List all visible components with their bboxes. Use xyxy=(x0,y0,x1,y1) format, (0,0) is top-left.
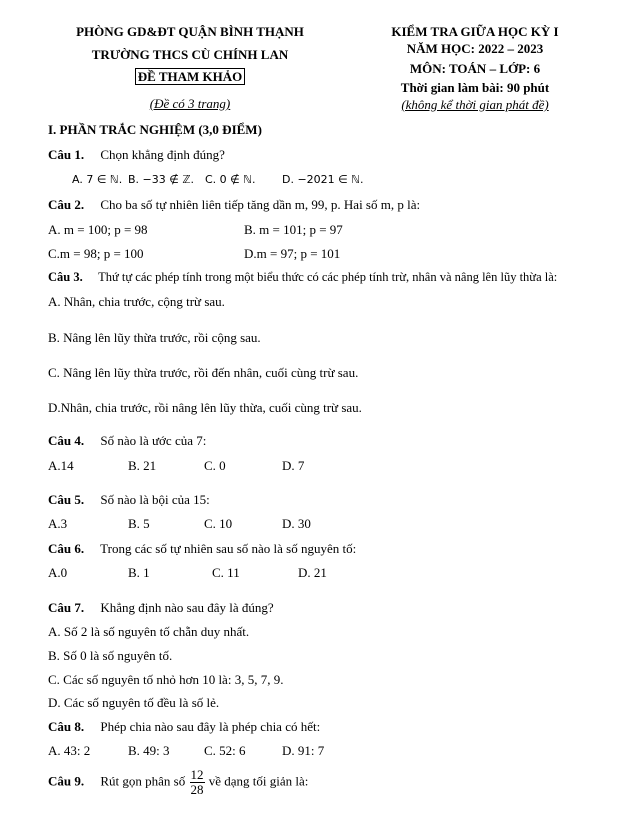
question-label: Câu 1. xyxy=(48,147,85,162)
header-school-year: NĂM HỌC: 2022 – 2023 xyxy=(406,41,544,56)
question-9 xyxy=(48,768,308,797)
question-text: Cho ba số tự nhiên liên tiếp tăng dần m, 99, p. Hai số m, p là: xyxy=(100,197,421,212)
option-4a: A.14 xyxy=(48,458,74,473)
question-8 xyxy=(48,719,320,735)
question-text: Chọn khẳng định đúng? xyxy=(100,147,225,162)
option-8d: D. 91: 7 xyxy=(282,743,325,758)
header-duration: Thời gian làm bài: 90 phút xyxy=(400,80,550,95)
option-7d: D. Các số nguyên tố đều là số lẻ. xyxy=(48,695,220,710)
option-2b: B. m = 101; p = 97 xyxy=(244,222,343,237)
option-5d: D. 30 xyxy=(282,516,311,531)
option-5c: C. 10 xyxy=(204,516,233,531)
question-label: Câu 8. xyxy=(48,719,85,734)
option-7c: C. Các số nguyên tố nhỏ hơn 10 là: 3, 5, 7, 9. xyxy=(48,672,284,687)
header-page-count: (Đề có 3 trang) xyxy=(149,96,231,111)
header-department: PHÒNG GD&ĐT QUẬN BÌNH THẠNH xyxy=(76,24,304,39)
question-text: Phép chia nào sau đây là phép chia có hết: xyxy=(100,719,321,734)
header-exam-type-wrap xyxy=(60,69,320,85)
question-7 xyxy=(48,600,274,616)
question-label: Câu 9. xyxy=(48,773,85,789)
question-5 xyxy=(48,492,210,508)
question-1 xyxy=(48,147,225,163)
option-2d: D.m = 97; p = 101 xyxy=(244,246,341,261)
fraction-numerator: 12 xyxy=(190,767,204,782)
question-2 xyxy=(48,197,420,213)
question-label: Câu 3. xyxy=(48,270,83,284)
option-1c: C. 0 ∉ ℕ. xyxy=(205,173,256,186)
option-4d: D. 7 xyxy=(282,458,305,473)
option-3d: D.Nhân, chia trước, rồi nâng lên lũy thừa, cuối cùng trừ sau. xyxy=(48,400,362,415)
header-exam-title: KIỂM TRA GIỮA HỌC KỲ I xyxy=(391,24,559,39)
question-text: Trong các số tự nhiên sau số nào là số nguyên tố: xyxy=(100,541,357,556)
option-3c: C. Nâng lên lũy thừa trước, rồi đến nhân, cuối cùng trừ sau. xyxy=(48,365,359,380)
question-label: Câu 4. xyxy=(48,433,85,448)
option-8b: B. 49: 3 xyxy=(128,743,170,758)
question-text: Rút gọn phân số xyxy=(100,773,186,789)
question-text: Khẳng định nào sau đây là đúng? xyxy=(100,600,274,615)
option-6c: C. 11 xyxy=(212,565,240,580)
option-4b: B. 21 xyxy=(128,458,157,473)
option-1b: B. −33 ∉ ℤ. xyxy=(128,173,195,186)
fraction-denominator: 28 xyxy=(190,782,204,797)
question-label: Câu 2. xyxy=(48,197,85,212)
question-text-after: về dạng tối giản là: xyxy=(208,773,309,789)
option-4c: C. 0 xyxy=(204,458,226,473)
option-7b: B. Số 0 là số nguyên tố. xyxy=(48,648,173,663)
header-subject: MÔN: TOÁN – LỚP: 6 xyxy=(409,61,541,76)
header-school: TRƯỜNG THCS CÙ CHÍNH LAN xyxy=(91,47,289,62)
question-text: Số nào là ước của 7: xyxy=(100,433,207,448)
option-6b: B. 1 xyxy=(128,565,150,580)
option-2c: C.m = 98; p = 100 xyxy=(48,246,144,261)
question-label: Câu 7. xyxy=(48,600,85,615)
option-2a: A. m = 100; p = 98 xyxy=(48,222,148,237)
option-1a: A. 7 ∈ ℕ. xyxy=(72,173,123,186)
option-1d: D. −2021 ∈ ℕ. xyxy=(282,173,364,186)
header-duration-note: (không kể thời gian phát đề) xyxy=(401,97,549,112)
question-label: Câu 5. xyxy=(48,492,85,507)
question-3 xyxy=(48,270,557,285)
option-6d: D. 21 xyxy=(298,565,327,580)
option-5a: A.3 xyxy=(48,516,68,531)
question-text: Số nào là bội của 15: xyxy=(100,492,210,507)
question-label: Câu 6. xyxy=(48,541,85,556)
question-4 xyxy=(48,433,206,449)
question-6 xyxy=(48,541,356,557)
option-6a: A.0 xyxy=(48,565,68,580)
option-8c: C. 52: 6 xyxy=(204,743,246,758)
option-7a: A. Số 2 là số nguyên tố chẵn duy nhất. xyxy=(48,624,250,639)
option-8a: A. 43: 2 xyxy=(48,743,91,758)
option-3b: B. Nâng lên lũy thừa trước, rồi cộng sau. xyxy=(48,330,261,345)
question-text: Thứ tự các phép tính trong một biểu thức có các phép tính trừ, nhân và nâng lên lũy thừa là: xyxy=(98,270,558,284)
option-3a: A. Nhân, chia trước, cộng trừ sau. xyxy=(48,294,225,309)
option-5b: B. 5 xyxy=(128,516,150,531)
header-exam-type: ĐỀ THAM KHẢO xyxy=(135,68,246,85)
fraction xyxy=(190,768,205,797)
section-title: I. PHẦN TRẮC NGHIỆM (3,0 ĐIỂM) xyxy=(48,122,262,137)
